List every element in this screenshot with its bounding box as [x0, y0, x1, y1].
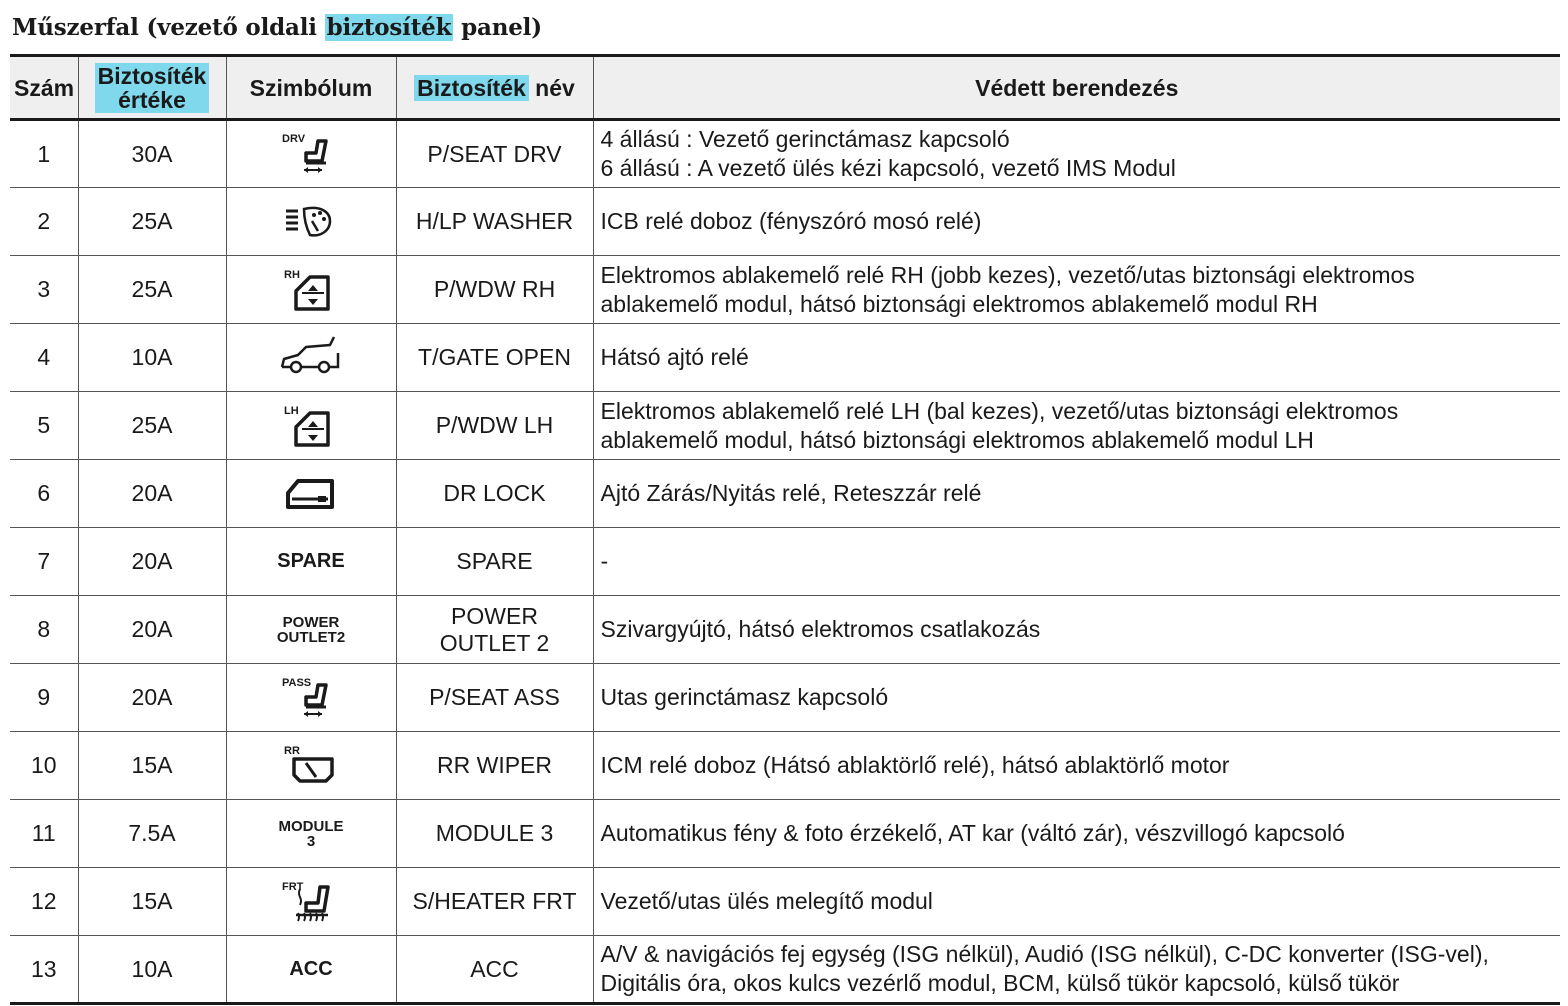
symbol-text: MODULE 3	[278, 817, 344, 850]
fuse-number: 2	[10, 188, 78, 256]
fuse-value: 7.5A	[78, 800, 226, 868]
description-line: ablakemelő modul, hátsó biztonsági elektromos ablakemelő modul RH	[600, 290, 1318, 317]
description-line: Digitális óra, okos kulcs vezérlő modul, BCM, külső tükör kapcsoló, külső tükör	[600, 970, 1400, 996]
fuse-number: 8	[10, 596, 78, 664]
power-window-lh-icon	[276, 401, 346, 451]
fuse-symbol	[226, 664, 396, 732]
description-line: Elektromos ablakemelő relé RH (jobb kezes), vezető/utas biztonsági elektromos	[600, 261, 1415, 288]
fuse-name: DR LOCK	[396, 460, 593, 528]
icon-label: RR	[284, 744, 300, 757]
protected-component	[593, 392, 1560, 460]
fuse-name: MODULE 3	[396, 800, 593, 868]
fuse-value: 30A	[78, 120, 226, 188]
description-line: 4 állású : Vezető gerinctámasz kapcsoló	[600, 126, 1010, 152]
fuse-name: POWER OUTLET 2	[396, 596, 593, 664]
protected-component	[593, 324, 1560, 392]
header-value	[78, 56, 226, 120]
fuse-value: 20A	[78, 596, 226, 664]
description-line: ablakemelő modul, hátsó biztonsági elektromos ablakemelő modul LH	[600, 426, 1314, 453]
symbol-text: POWER OUTLET2	[276, 613, 346, 646]
fuse-symbol	[226, 460, 396, 528]
fuse-symbol	[226, 528, 396, 596]
fuse-symbol	[226, 936, 396, 1004]
header-name-rest: név	[528, 74, 575, 101]
fuse-symbol	[226, 596, 396, 664]
table-row	[10, 936, 1560, 1004]
protected-component	[593, 732, 1560, 800]
description-line: -	[600, 548, 609, 574]
headlamp-washer-icon	[276, 197, 346, 247]
fuse-symbol	[226, 188, 396, 256]
fuse-name: P/WDW RH	[396, 256, 593, 324]
description-line: Automatikus fény & foto érzékelő, AT kar (váltó zár), vészvillogó kapcsoló	[600, 820, 1345, 846]
fuse-number: 12	[10, 868, 78, 936]
table-row	[10, 664, 1560, 732]
description-line: Hátsó ajtó relé	[600, 344, 749, 370]
fuse-number: 3	[10, 256, 78, 324]
icon-label: DRV	[282, 133, 306, 145]
icon-label: LH	[284, 404, 299, 417]
header-name-highlight: Biztosíték	[414, 75, 529, 101]
fuse-name: H/LP WASHER	[396, 188, 593, 256]
protected-component	[593, 256, 1560, 324]
title-before: Műszerfal (vezető oldali	[12, 14, 325, 41]
protected-component	[593, 664, 1560, 732]
fuse-number: 7	[10, 528, 78, 596]
seat-pass-icon	[276, 673, 346, 723]
fuse-number: 13	[10, 936, 78, 1004]
table-row	[10, 732, 1560, 800]
header-num: Szám	[10, 56, 78, 120]
tailgate-open-icon	[276, 333, 346, 383]
rear-wiper-icon	[276, 741, 346, 791]
fuse-number: 9	[10, 664, 78, 732]
fuse-number: 5	[10, 392, 78, 460]
table-row	[10, 256, 1560, 324]
fuse-symbol	[226, 868, 396, 936]
header-name	[396, 56, 593, 120]
fuse-number: 1	[10, 120, 78, 188]
fuse-value: 15A	[78, 868, 226, 936]
fuse-value: 10A	[78, 936, 226, 1004]
fuse-name: T/GATE OPEN	[396, 324, 593, 392]
seat-drv-icon	[276, 129, 346, 179]
table-row	[10, 460, 1560, 528]
fuse-number: 4	[10, 324, 78, 392]
fuse-value: 10A	[78, 324, 226, 392]
description-line: ICB relé doboz (fényszóró mosó relé)	[600, 208, 982, 234]
table-row	[10, 392, 1560, 460]
fuse-number: 11	[10, 800, 78, 868]
fuse-value: 25A	[78, 188, 226, 256]
protected-component	[593, 460, 1560, 528]
icon-label: PASS	[282, 676, 312, 689]
table-row	[10, 596, 1560, 664]
protected-component	[593, 528, 1560, 596]
fuse-name: S/HEATER FRT	[396, 868, 593, 936]
table-row	[10, 324, 1560, 392]
protected-component	[593, 800, 1560, 868]
description-line: Vezető/utas ülés melegítő modul	[600, 888, 933, 914]
description-line: ICM relé doboz (Hátsó ablaktörlő relé), hátsó ablaktörlő motor	[600, 752, 1230, 778]
description-line: Ajtó Zárás/Nyitás relé, Reteszzár relé	[600, 480, 982, 506]
symbol-text: ACC	[289, 957, 333, 980]
fuse-name: RR WIPER	[396, 732, 593, 800]
protected-component	[593, 120, 1560, 188]
description-line: Utas gerinctámasz kapcsoló	[600, 684, 889, 710]
fuse-symbol	[226, 256, 396, 324]
table-row	[10, 528, 1560, 596]
protected-component	[593, 936, 1560, 1004]
fuse-value: 15A	[78, 732, 226, 800]
fuse-name: P/WDW LH	[396, 392, 593, 460]
symbol-text: SPARE	[277, 550, 345, 572]
fuse-value: 25A	[78, 256, 226, 324]
fuse-value: 20A	[78, 664, 226, 732]
fuse-table	[10, 54, 1560, 1005]
fuse-name: SPARE	[396, 528, 593, 596]
table-row	[10, 868, 1560, 936]
table-header	[10, 56, 1560, 120]
fuse-number: 10	[10, 732, 78, 800]
fuse-symbol	[226, 120, 396, 188]
power-window-rh-icon	[276, 265, 346, 315]
seat-heater-frt-icon	[276, 877, 346, 927]
fuse-name: ACC	[396, 936, 593, 1004]
description-line: A/V & navigációs fej egység (ISG nélkül), Audió (ISG nélkül), C-DC konverter (ISG-vel),	[600, 941, 1489, 967]
fuse-symbol	[226, 392, 396, 460]
protected-component	[593, 868, 1560, 936]
description-line: 6 állású : A vezető ülés kézi kapcsoló, vezető IMS Modul	[600, 155, 1176, 181]
fuse-number: 6	[10, 460, 78, 528]
protected-component	[593, 188, 1560, 256]
fuse-value: 20A	[78, 460, 226, 528]
title-after: panel)	[453, 14, 542, 41]
fuse-value: 20A	[78, 528, 226, 596]
fuse-symbol	[226, 324, 396, 392]
title-highlight: biztosíték	[326, 14, 452, 41]
table-row	[10, 120, 1560, 188]
table-row	[10, 188, 1560, 256]
protected-component	[593, 596, 1560, 664]
fuse-name: P/SEAT DRV	[396, 120, 593, 188]
table-row	[10, 800, 1560, 868]
header-value-label: Biztosíték értéke	[95, 63, 210, 113]
description-line: Szivargyújtó, hátsó elektromos csatlakozás	[600, 616, 1041, 642]
fuse-value: 25A	[78, 392, 226, 460]
icon-label: FRT	[282, 880, 304, 893]
page-title	[12, 14, 542, 41]
table-body	[10, 120, 1560, 1004]
fuse-symbol	[226, 732, 396, 800]
description-line: Elektromos ablakemelő relé LH (bal kezes), vezető/utas biztonsági elektromos	[600, 397, 1399, 424]
header-symbol: Szimbólum	[226, 56, 396, 120]
header-protected: Védett berendezés	[593, 56, 1560, 120]
fuse-name: P/SEAT ASS	[396, 664, 593, 732]
fuse-symbol	[226, 800, 396, 868]
icon-label: RH	[284, 268, 300, 281]
door-lock-icon	[276, 469, 346, 519]
